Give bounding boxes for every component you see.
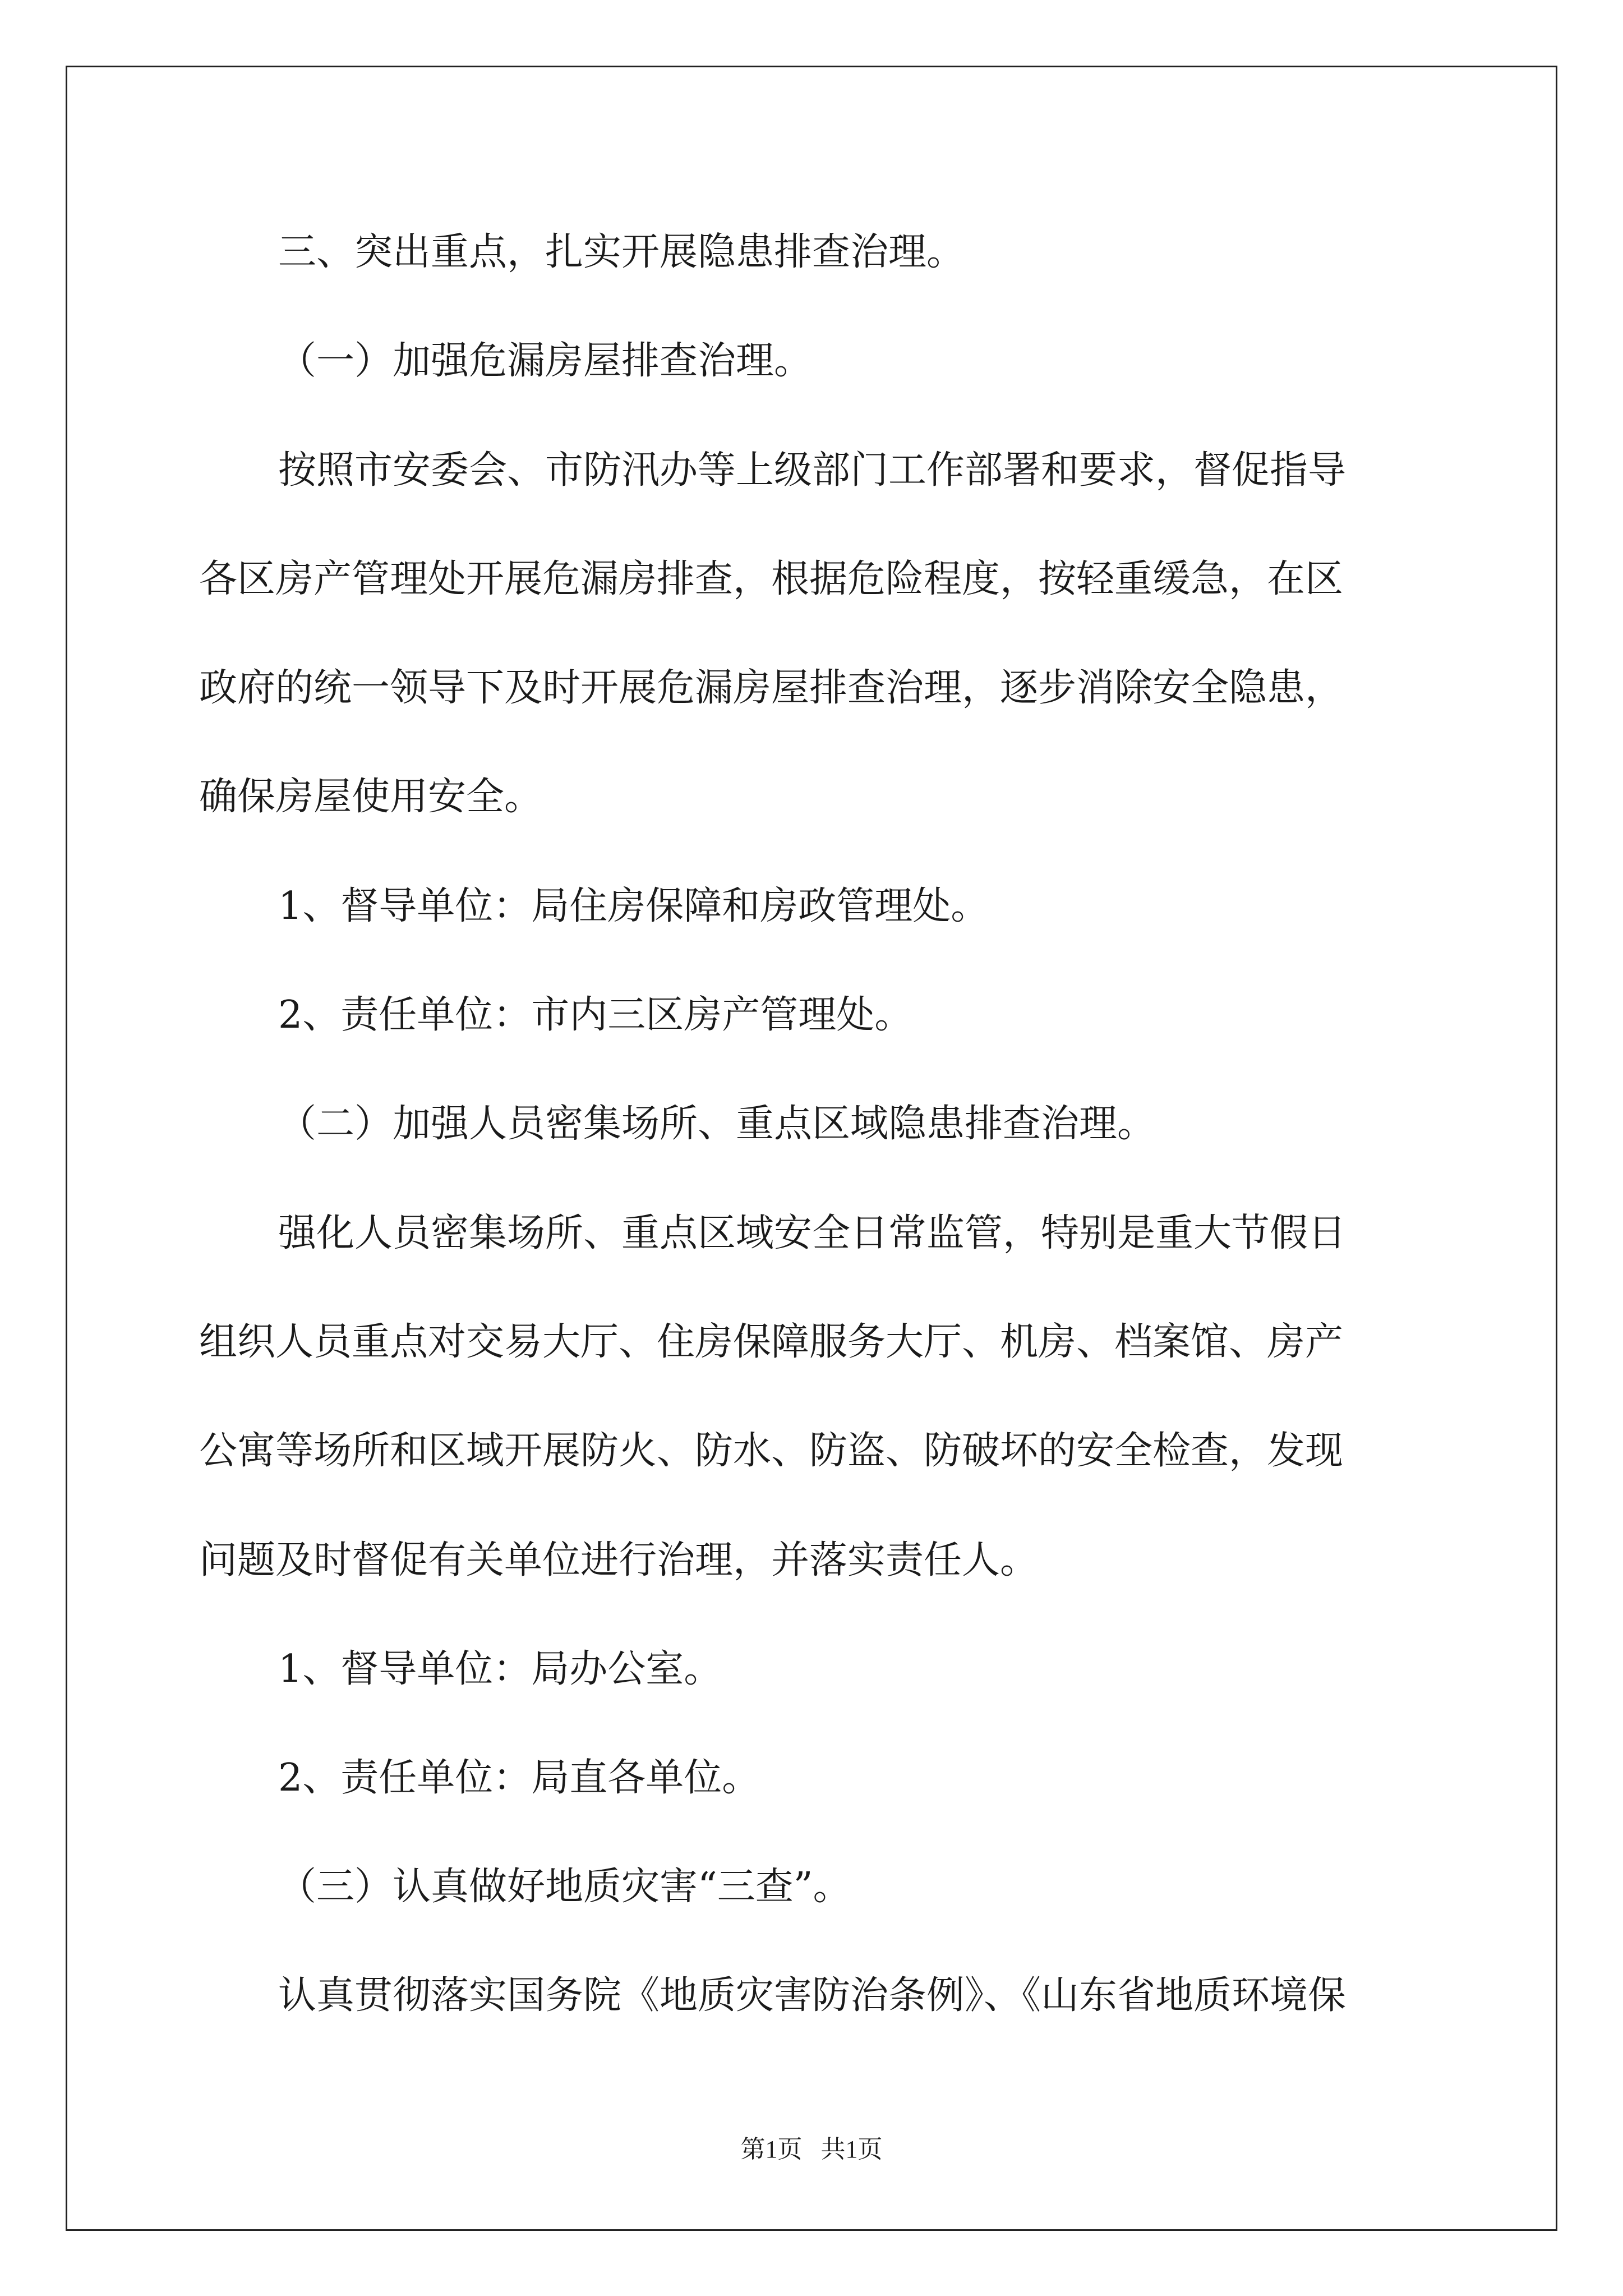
page-number-footer: 第1页 共1页 (740, 2136, 883, 2163)
list-item: 2、责任单位：市内三区房产管理处。 (278, 993, 913, 1037)
paragraph-line: 强化人员密集场所、重点区域安全日常监管，特别是重大节假日 (278, 1211, 1347, 1255)
paragraph-line: 确保房屋使用安全。 (199, 775, 543, 819)
list-item: 1、督导单位：局办公室。 (278, 1647, 722, 1691)
paragraph-line: 公寓等场所和区域开展防火、防水、防盗、防破坏的安全检查，发现 (199, 1429, 1344, 1473)
subsection-heading: （三）认真做好地质灾害“三查”。 (278, 1865, 851, 1909)
paragraph-line: 各区房产管理处开展危漏房排查，根据危险程度，按轻重缓急，在区 (199, 557, 1344, 601)
subsection-heading: （二）加强人员密集场所、重点区域隐患排查治理。 (278, 1102, 1156, 1146)
subsection-heading: （一）加强危漏房屋排查治理。 (278, 339, 813, 383)
paragraph-line: 按照市安委会、市防汛办等上级部门工作部署和要求，督促指导 (278, 448, 1347, 493)
paragraph-line: 问题及时督促有关单位进行治理，并落实责任人。 (199, 1538, 1039, 1582)
paragraph-line: 认真贯彻落实国务院《地质灾害防治条例》、《山东省地质环境保 (278, 1973, 1347, 2018)
paragraph-line: 政府的统一领导下及时开展危漏房屋排查治理，逐步消除安全隐患， (199, 666, 1344, 710)
list-item: 2、责任单位：局直各单位。 (278, 1756, 760, 1800)
paragraph-line: 组织人员重点对交易大厅、住房保障服务大厅、机房、档案馆、房产 (199, 1320, 1344, 1364)
section-heading: 三、突出重点，扎实开展隐患排查治理。 (278, 230, 965, 274)
list-item: 1、督导单位：局住房保障和房政管理处。 (278, 884, 989, 928)
